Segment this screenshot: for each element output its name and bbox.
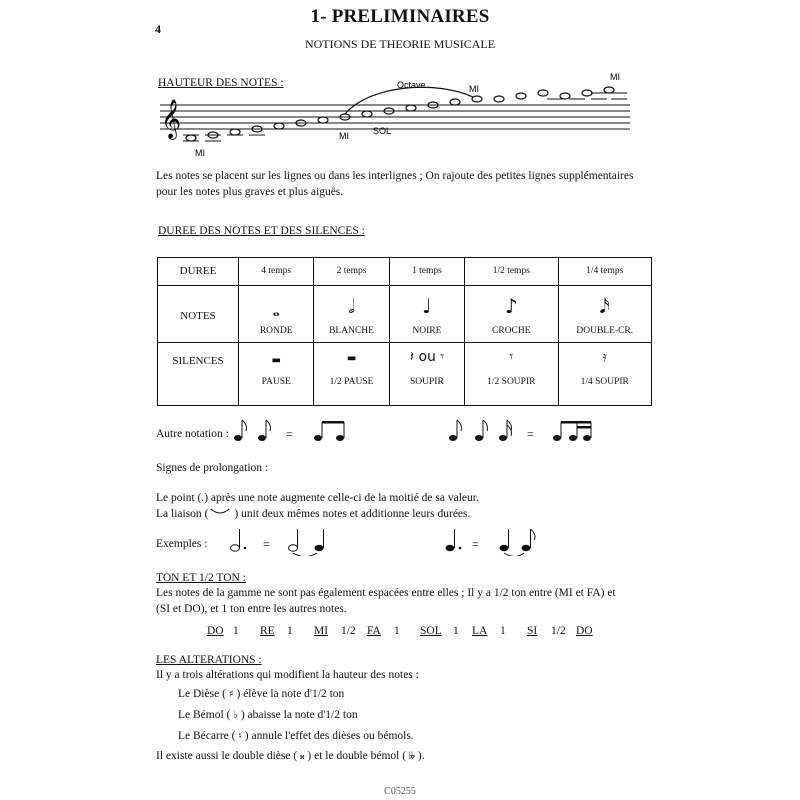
duration-cell: 1/2 temps: [492, 266, 530, 276]
table-row: [158, 258, 652, 286]
footer-code: C05255: [384, 786, 416, 797]
interval: 1: [287, 625, 293, 637]
pitch-staff-figure: [155, 70, 635, 160]
duration-table: [157, 257, 652, 406]
natural-icon: ♮: [238, 731, 242, 742]
prolongation-line1: Le point (.) après une note augmente celle-ci de la moitié de sa valeur.: [156, 492, 479, 504]
alterations-intro: Il y a trois altérations qui modifient la hauteur des notes :: [156, 669, 419, 681]
note-name: DOUBLE-CR.: [576, 326, 634, 336]
diese-line-end: ) élève la note d'1/2 ton: [236, 688, 345, 700]
sixteenth-notes-example: [445, 416, 605, 446]
noire-note-icon: ♩: [422, 294, 432, 318]
prolongation-line2-end: ) unit deux mêmes notes et additionne leurs durées.: [234, 508, 471, 520]
rest-name: PAUSE: [261, 377, 291, 387]
duration-cell: 1 temps: [411, 266, 442, 276]
bemol-line-end: ) abaisse la note d'1/2 ton: [240, 709, 358, 721]
table-row: [158, 343, 652, 406]
mi-mid-label: MI: [339, 131, 349, 141]
duration-cell: 2 temps: [336, 266, 367, 276]
double-line: [156, 748, 425, 765]
exemples-label: Exemples :: [156, 538, 208, 550]
diese-line: [178, 686, 344, 703]
alterations-heading: LES ALTERATIONS :: [156, 654, 262, 666]
tie-symbol-icon: [208, 507, 232, 517]
tone-sequence: [0, 625, 800, 643]
sol-label: SOL: [373, 126, 392, 136]
prolongation-line2: [156, 506, 676, 522]
row-label-notes: NOTES: [180, 310, 216, 322]
eighth-notes-example-1: [230, 416, 360, 446]
ton-heading: TON ET 1/2 TON :: [156, 572, 246, 584]
note-sol: SOL: [420, 625, 442, 637]
interval: 1: [394, 625, 400, 637]
quarter-soupir-rest-icon: 𝄿: [602, 349, 607, 365]
double-croche-note-icon: 𝅘𝅥𝅯: [599, 294, 610, 318]
double-sharp-icon: 𝄪: [300, 751, 305, 762]
mi-high1-label: MI: [469, 84, 479, 94]
note-fa: FA: [367, 625, 381, 637]
dotted-half-example: [225, 524, 345, 556]
note-name: NOIRE: [412, 326, 442, 336]
diese-line-start: Le Dièse (: [178, 688, 226, 700]
page-number: 4: [155, 22, 161, 36]
note-name: RONDE: [259, 326, 293, 336]
rest-name: 1/2 PAUSE: [329, 377, 374, 387]
section-heading-duree: DUREE DES NOTES ET DES SILENCES :: [158, 225, 365, 237]
double-line-end: ).: [417, 750, 425, 762]
equals-sign: =: [527, 427, 534, 441]
mi-high2-label: MI: [610, 72, 620, 82]
blanche-note-icon: 𝅗𝅥: [348, 294, 355, 318]
bemol-line: [178, 707, 358, 724]
becarre-line-end: ) annule l'effet des dièses ou bémols.: [244, 730, 414, 742]
half-pause-rest-icon: ▬: [346, 353, 357, 364]
prolongation-line2-start: La liaison (: [156, 508, 209, 520]
becarre-line: [178, 728, 414, 745]
prolongation-heading: Signes de prolongation :: [156, 462, 269, 474]
note-mi: MI: [314, 625, 329, 637]
note-name: CROCHE: [492, 326, 531, 336]
note-la: LA: [472, 625, 488, 637]
rest-name: 1/2 SOUPIR: [487, 377, 536, 387]
ronde-note-icon: 𝅝: [272, 300, 280, 321]
duration-cell: 1/4 temps: [586, 266, 624, 276]
row-label-silences: SILENCES: [172, 355, 224, 367]
interval: 1: [233, 625, 239, 637]
double-line-middle: ) et le double bémol (: [307, 750, 407, 762]
bemol-line-start: Le Bémol (: [178, 709, 231, 721]
note-do: DO: [207, 625, 224, 637]
page-title: 1- PRELIMINAIRES: [310, 6, 490, 27]
page-subtitle: NOTIONS DE THEORIE MUSICALE: [304, 37, 496, 51]
half-soupir-rest-icon: 𝄾: [509, 349, 514, 365]
pause-rest-icon: ▬: [271, 355, 281, 366]
double-line-start: Il existe aussi le double dièse (: [156, 750, 298, 762]
croche-note-icon: ♪: [504, 294, 518, 318]
autre-notation-label: Autre notation :: [156, 428, 229, 440]
sharp-icon: ♯: [228, 689, 234, 700]
rest-name: SOUPIR: [410, 377, 444, 387]
duration-cell: 4 temps: [261, 266, 292, 276]
equals-sign: =: [472, 537, 479, 551]
becarre-line-start: Le Bécarre (: [178, 730, 236, 742]
row-label-duree: DUREE: [179, 265, 217, 277]
note-name: BLANCHE: [329, 326, 374, 336]
interval: 1/2: [551, 625, 566, 637]
equals-sign: =: [286, 427, 293, 441]
equals-sign: =: [263, 537, 270, 551]
table-row: [158, 286, 652, 343]
interval: 1: [453, 625, 459, 637]
treble-clef-icon: 𝄞: [161, 99, 182, 139]
interval: 1: [500, 625, 506, 637]
flat-icon: ♭: [233, 710, 238, 721]
note-do-high: DO: [576, 625, 593, 637]
note-si: SI: [527, 625, 538, 637]
section-heading-hauteur: HAUTEUR DES NOTES :: [158, 77, 284, 89]
note-re: RE: [260, 625, 275, 637]
octave-label: Octave: [397, 80, 426, 90]
interval: 1/2: [341, 625, 356, 637]
ton-paragraph: Les notes de la gamme ne sont pas également espacées entre elles ; Il y a 1/2 ton entre (MI et FA) et (SI et DO), et 1 ton entre les autres notes.: [156, 587, 616, 615]
dotted-quarter-example: [440, 524, 560, 556]
mi-low-label: MI: [195, 148, 205, 158]
soupir-rest-icon: 𝄽 ou 𝄾: [409, 349, 445, 365]
double-flat-icon: 𝄫: [408, 751, 415, 762]
hauteur-paragraph: Les notes se placent sur les lignes ou dans les interlignes ; On rajoute des petites lignes supplémentaires pour les notes plus graves et plus aiguës.: [156, 170, 634, 198]
rest-name: 1/4 SOUPIR: [580, 377, 629, 387]
